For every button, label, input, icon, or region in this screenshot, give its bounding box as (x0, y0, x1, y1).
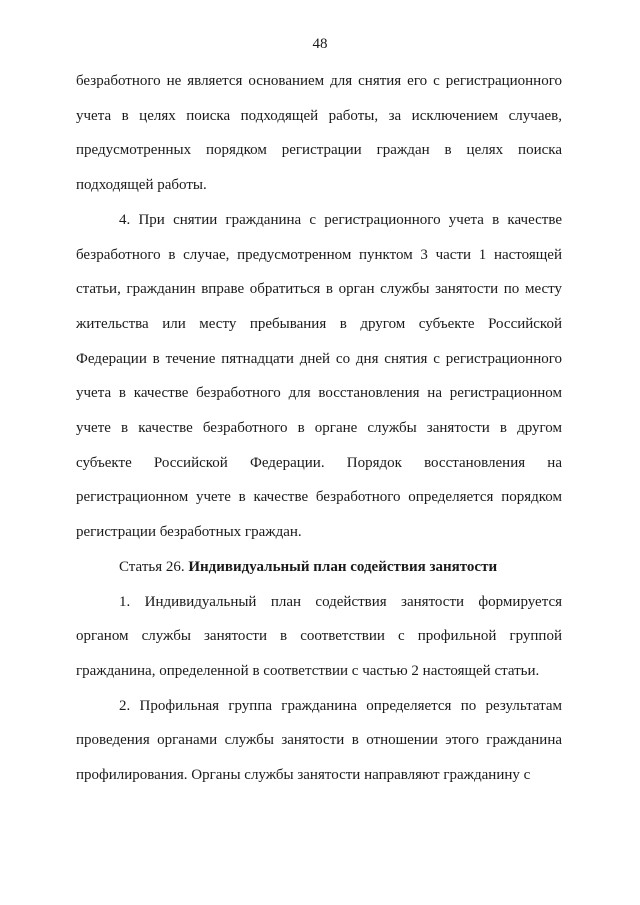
document-body (76, 64, 562, 793)
paragraph-article-item-2: 2. Профильная группа гражданина определяется по результатам проведения органами службы занятости в отношении этого гражданина профилирования. Органы службы занятости направляют гражданину с (76, 697, 562, 784)
paragraph-continuation: безработного не является основанием для снятия его с регистрационного учета в целях поиска подходящей работы, за исключением случаев, предусмотренных порядком регистрации граждан в целях поиска подходящей работы. (76, 73, 562, 194)
article-heading (76, 550, 562, 585)
paragraph-item-4: 4. При снятии гражданина с регистрационного учета в качестве безработного в случае, предусмотренном пунктом 3 части 1 настоящей статьи, гражданин вправе обратиться в орган службы занятости по месту жительства или месту пребывания в другом субъекте Российской Федерации в течение пятнадцати дней со дня снятия с регистрационного учета в качестве безработного для восстановления на регистрационном учете в качестве безработного в органе службы занятости в другом субъекте Российской Федерации. Порядок восстановления на регистрационном учете в качестве безработного определяется порядком регистрации безработных граждан. (76, 211, 562, 541)
paragraph-article-item-1: 1. Индивидуальный план содействия занятости формируется органом службы занятости в соответствии с профильной группой гражданина, определенной в соответствии с частью 2 настоящей статьи. (76, 593, 562, 679)
article-label: Статья 26. (119, 558, 185, 575)
article-title: Индивидуальный план содействия занятости (188, 558, 498, 575)
page-number: 48 (312, 36, 328, 52)
